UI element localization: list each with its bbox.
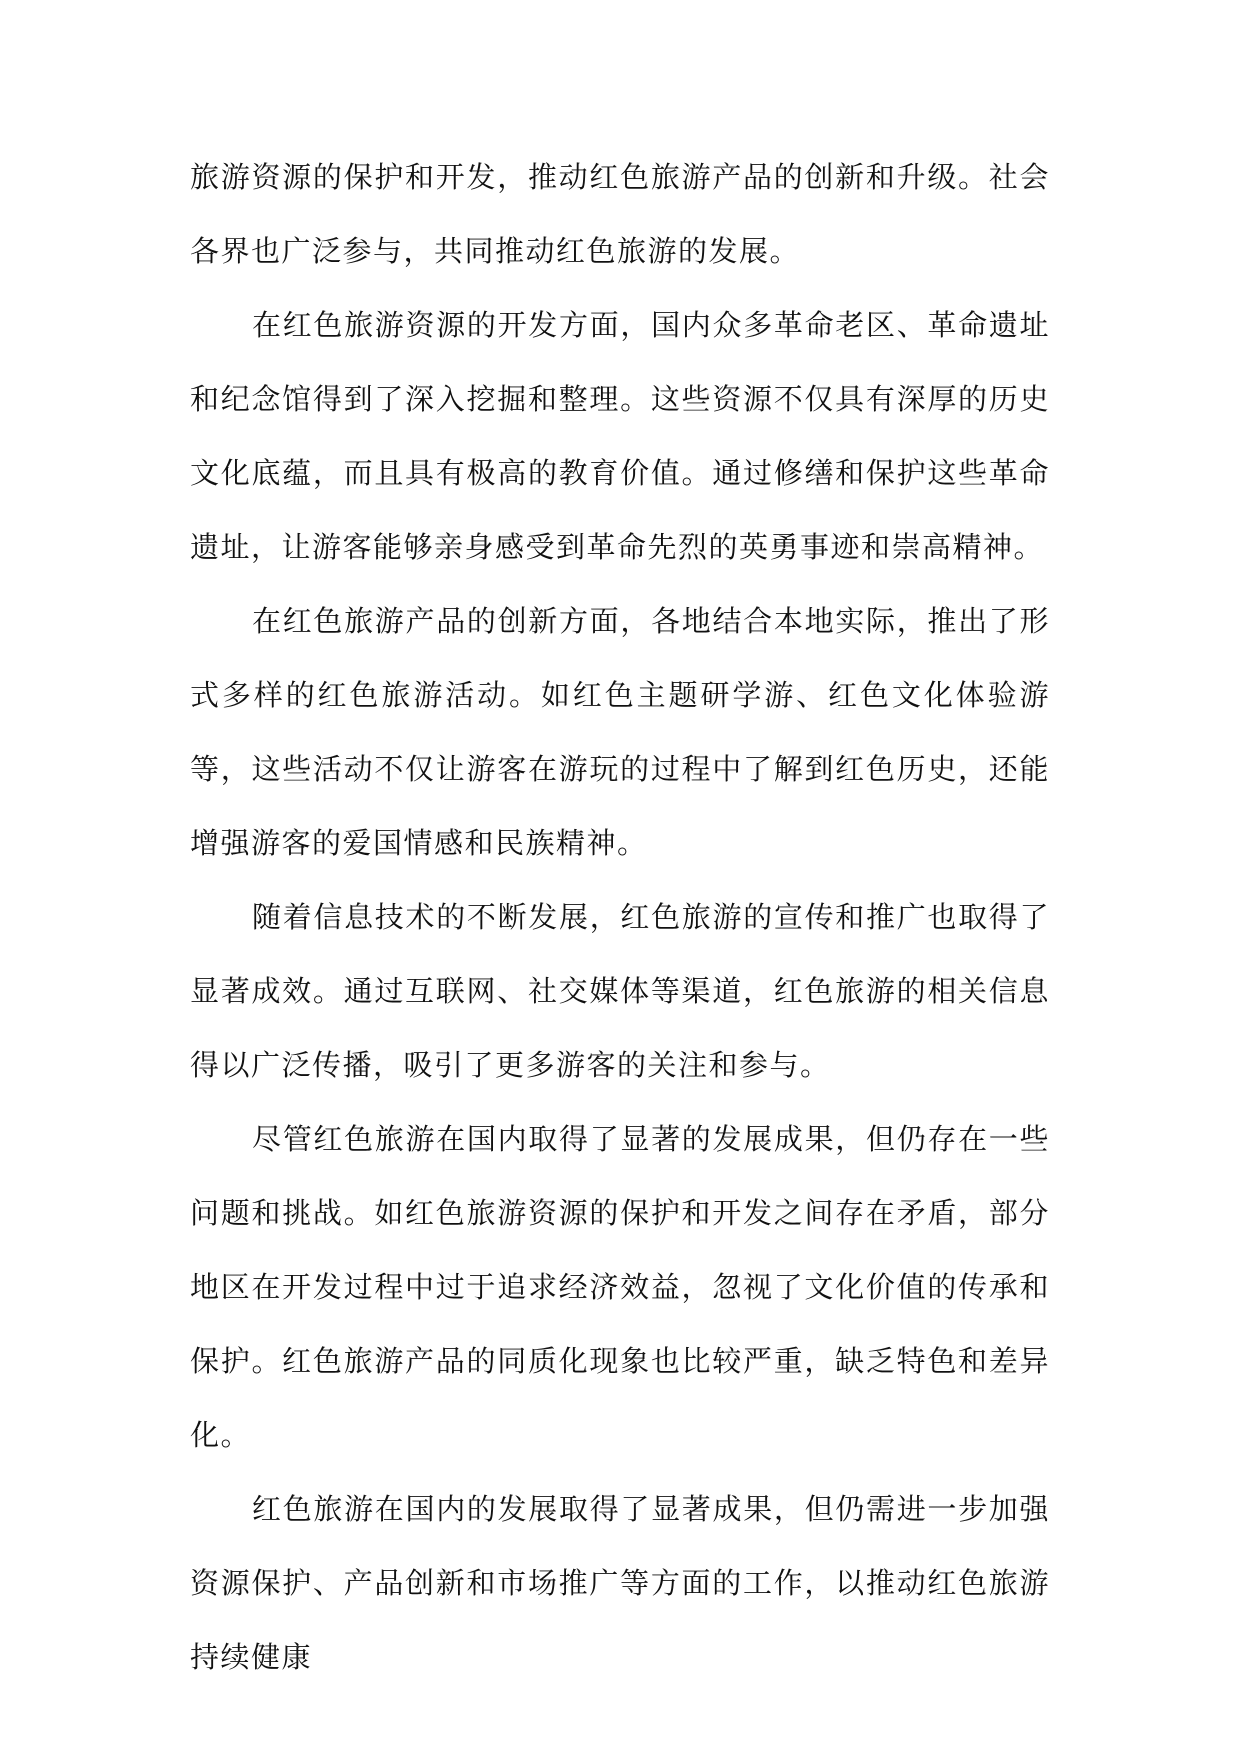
paragraph-5: 尽管红色旅游在国内取得了显著的发展成果，但仍存在一些问题和挑战。如红色旅游资源的保护和开发之间存在矛盾，部分地区在开发过程中过于追求经济效益，忽视了文化价值的传承和保护。红色旅游产品的同质化现象也比较严重，缺乏特色和差异化。 xyxy=(190,1122,1050,1452)
paragraph-4: 随着信息技术的不断发展，红色旅游的宣传和推广也取得了显著成效。通过互联网、社交媒体等渠道，红色旅游的相关信息得以广泛传播，吸引了更多游客的关注和参与。 xyxy=(190,900,1050,1082)
document-body xyxy=(190,140,1050,1694)
paragraph-1: 旅游资源的保护和开发，推动红色旅游产品的创新和升级。社会各界也广泛参与，共同推动红色旅游的发展。 xyxy=(190,160,1050,268)
paragraph-2: 在红色旅游资源的开发方面，国内众多革命老区、革命遗址和纪念馆得到了深入挖掘和整理。这些资源不仅具有深厚的历史文化底蕴，而且具有极高的教育价值。通过修缮和保护这些革命遗址，让游客能够亲身感受到革命先烈的英勇事迹和崇高精神。 xyxy=(190,308,1050,564)
paragraph-6: 红色旅游在国内的发展取得了显著成果，但仍需进一步加强资源保护、产品创新和市场推广等方面的工作，以推动红色旅游持续健康 xyxy=(190,1492,1050,1674)
paragraph-3: 在红色旅游产品的创新方面，各地结合本地实际，推出了形式多样的红色旅游活动。如红色主题研学游、红色文化体验游等，这些活动不仅让游客在游玩的过程中了解到红色历史，还能增强游客的爱国情感和民族精神。 xyxy=(190,604,1050,860)
